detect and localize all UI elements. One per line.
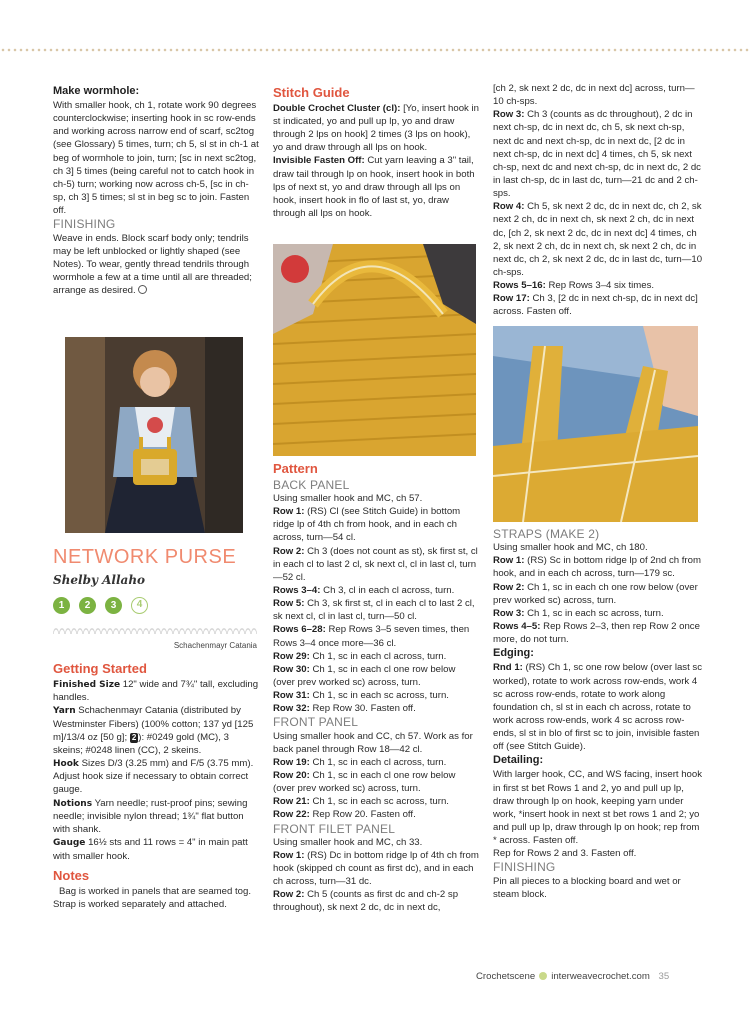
edging-round-text: (RS) Ch 1, sc one row below (over last sc worked), rotate to work across row-ends, work 4 sc across row-ends, rotate to work along foundation ch, sl st in each ch across, rotate to work across row-ends, work 4 sc across row-ends, sl st in blo of first sc to join, invisible fasten off (see Stitch Guide). (493, 662, 703, 753)
designer-name: Shelby Allaho (53, 573, 146, 587)
back-row: Rows 3–4: Ch 3, cl in each cl across, turn. (273, 584, 455, 596)
notes-heading: Notes (53, 867, 90, 883)
footer-dot-icon (539, 972, 547, 980)
notes-text: Bag is worked in panels that are seamed tog. Strap is worked separately and attached. (53, 885, 251, 910)
front-panel-intro: Using smaller hook and CC, ch 57. Work as for back panel through Row 18—42 cl. (273, 730, 473, 755)
filet-row: Row 17: Ch 3, [2 dc in next ch-sp, dc in next dc] across. Fasten off. (493, 293, 698, 318)
pattern-section (273, 460, 479, 915)
dc-cluster-text: [Yo, insert hook in st indicated, yo and pull up lp, yo and draw through 2 lps on hook] 2 times (3 lps on hook), yo and draw through all lps on hook. (273, 102, 479, 154)
column-1 (53, 84, 261, 297)
back-row: Row 1: (RS) Cl (see Stitch Guide) in bottom ridge lp of 4th ch from hook, and in each ch across, turn—54 cl. (273, 506, 461, 544)
yarn-weight-icon: 2 (131, 732, 137, 742)
finished-size-text: 12" wide and 7¾" tall, excluding handles. (53, 678, 259, 704)
yarn-credit: Schachenmayr Catania (173, 641, 257, 650)
end-mark-icon (138, 285, 147, 294)
invisible-fasten-definition (273, 154, 479, 220)
hook-label: Hook (53, 759, 79, 770)
invisible-fasten-text: Cut yarn leaving a 3" tail, draw tail through lp on hook, insert hook in both lps of next st, yo and draw through all lps on hook, insert hook in flo of last st, yo, draw through all lps on hook. (273, 155, 475, 219)
strap-closeup-illustration (493, 326, 698, 522)
magazine-name: Crochetscene (476, 971, 536, 982)
back-row: Row 2: Ch 3 (does not count as st), sk first st, cl in each cl to last 2 cl, sk next cl, cl in last cl, turn—52 cl. (273, 545, 478, 583)
pattern-heading: Pattern (273, 461, 318, 476)
skill-level-1-icon: 1 (53, 597, 70, 614)
hook-item (53, 757, 261, 797)
filet-continued-text: [ch 2, sk next 2 dc, dc in next dc] across, turn—10 ch-sps. (493, 83, 695, 108)
finishing-heading: FINISHING (53, 217, 116, 232)
top-dotted-border (0, 48, 750, 52)
back-row: Row 31: Ch 1, sc in each sc across, turn. (273, 690, 449, 702)
finished-size-label: Finished Size (53, 679, 121, 690)
website-url: interweavecrochet.com (551, 971, 650, 982)
skill-level-4-icon: 4 (131, 597, 148, 614)
finishing-text: Weave in ends. Block scarf body only; tendrils may be left unblocked or lightly shaped (see Notes). To wear, gently thread tendrils through wormhole a few at a time until all are threaded; arrange as desired. (53, 232, 252, 297)
stitch-guide-heading: Stitch Guide (273, 85, 350, 100)
pattern-title: NETWORK PURSE (53, 546, 237, 568)
strap-row: Row 1: (RS) Sc in bottom ridge lp of 2nd ch from hook, and in each ch across, turn—179 sc. (493, 555, 701, 580)
yarn-label: Yarn (53, 706, 76, 717)
purse-closeup-illustration (273, 244, 476, 456)
edging-round-label: Rnd 1: (493, 662, 523, 674)
page-footer (476, 970, 726, 983)
notions-text: Yarn needle; rust-proof pins; sewing needle; invisible nylon thread; 1¾" flat button with shank. (53, 797, 248, 836)
model-photo-illustration (65, 337, 243, 533)
notions-item (53, 797, 261, 837)
gauge-item (53, 836, 261, 862)
straps-heading: STRAPS (MAKE 2) (493, 527, 600, 541)
back-row: Rows 6–28: Rep Rows 3–5 seven times, then Rows 3–4 once more—36 cl. (273, 624, 470, 649)
back-row: Row 32: Rep Row 30. Fasten off. (273, 703, 416, 715)
filet-row: Rows 5–16: Rep Rows 3–4 six times. (493, 280, 655, 292)
column-2 (273, 84, 479, 220)
detailing-heading: Detailing: (493, 754, 544, 767)
straps-intro: Using smaller hook and MC, ch 180. (493, 542, 648, 554)
strap-row: Row 3: Ch 1, sc in each sc across, turn. (493, 607, 664, 619)
page-number: 35 (658, 971, 670, 982)
edging-round (493, 661, 703, 753)
make-wormhole-heading: Make wormhole: (53, 85, 140, 97)
front-row: Row 21: Ch 1, sc in each sc across, turn. (273, 796, 449, 808)
model-photo (65, 337, 243, 533)
finishing-paragraph (53, 232, 261, 298)
make-wormhole-text: With smaller hook, ch 1, rotate work 90 degrees counterclockwise; inserting hook in sc row-ends and working across narrow end of scarf, sc2tog (see Glossary) 5 times, turn; ch 5, sl st in ch-1 at beg of wormhole to join, turn; [sc in next sc2tog, ch 3] 5 times (being careful not to catch hook in ch-5) turn; working now across ch-5, [sc in ch-sp, ch 3] 5 times; sl st in beg sc to join. Fasten off. (53, 100, 259, 217)
finishing-text-2: Pin all pieces to a blocking board and wet or steam block. (493, 875, 681, 900)
hook-text: Sizes D/3 (3.25 mm) and F/5 (3.75 mm). Adjust hook size if necessary to obtain correct gauge. (53, 758, 254, 796)
detailing-repeat: Rep for Rows 2 and 3. Fasten off. (493, 848, 637, 860)
front-row: Row 20: Ch 1, sc in each cl one row below (over prev worked sc) across, turn. (273, 769, 456, 795)
gauge-label: Gauge (53, 838, 86, 849)
skill-level-3-icon: 3 (105, 597, 122, 614)
back-panel-heading: BACK PANEL (273, 477, 350, 492)
back-row: Row 30: Ch 1, sc in each cl one row below (over prev worked sc) across, turn. (273, 663, 456, 688)
dc-cluster-label: Double Crochet Cluster (cl): (273, 102, 401, 114)
front-row: Row 19: Ch 1, sc in each cl across, turn. (273, 756, 447, 768)
straps-section (493, 528, 703, 901)
strap-row: Rows 4–5: Rep Rows 2–3, then rep Row 2 once more, do not turn. (493, 621, 700, 646)
notions-label: Notions (53, 798, 93, 809)
front-panel-heading: FRONT PANEL (273, 715, 359, 730)
finished-size-item (53, 678, 261, 704)
finishing-heading-2: FINISHING (493, 860, 556, 875)
filet-row: Row 1: (RS) Dc in bottom ridge lp of 4th ch from hook (skipped ch count as first dc), and in each ch across, turn—31 dc. (273, 849, 479, 888)
strap-row: Row 2: Ch 1, sc in each ch one row below (over prev worked sc) across, turn. (493, 581, 698, 606)
getting-started-section (53, 660, 261, 911)
front-row: Row 22: Rep Row 20. Fasten off. (273, 809, 416, 821)
strap-closeup-photo (493, 326, 698, 522)
back-row: Row 5: Ch 3, sk first st, cl in each cl to last 2 cl, sk next cl, cl in last cl, turn—50 cl. (273, 598, 475, 623)
front-panel-rows (273, 756, 479, 822)
filet-row: Row 4: Ch 5, sk next 2 dc, dc in next dc, ch 2, sk next 2 ch, dc in next ch, sk next 2 ch, dc in next dc, [ch 2, sk next 2 dc, dc in next dc] 4 times, ch 2, sk next 2 ch, dc in next ch, sk next 2 ch, dc in next dc, ch 2, sk next 2 dc, dc in last dc, turn—10 ch-sps. (493, 201, 703, 278)
gauge-text: 16½ sts and 11 rows = 4" in main patt with smaller hook. (53, 837, 248, 862)
detailing-text: With larger hook, CC, and WS facing, insert hook in first st bet Rows 1 and 2, yo and pull up lp, draw through lp on hook, keeping yarn under work, *insert hook in next st bet rows 1 and 2; yo and pull up lp, draw through lp on hook; rep from * across. Fasten off. (493, 769, 703, 847)
wavy-divider (53, 628, 257, 634)
filet-row: Row 3: Ch 3 (counts as dc throughout), 2 dc in next ch-sp, dc in next dc, ch 5, sk next ch-sp, next dc and next ch-sp, dc in next dc, [2 dc in next ch-sp, dc in next dc] 4 times, ch 5, sk next ch-sp, next dc and next ch-sp, dc in next dc, 2 dc in last ch-sp, dc in last dc, turn—21 dc and 2 ch-sps. (493, 109, 701, 200)
yarn-item (53, 704, 261, 757)
yarn-colors-text: ): #0249 gold (MC), 3 skeins; #0248 linen (CC), 2 skeins. (53, 731, 229, 756)
front-filet-heading: FRONT FILET PANEL (273, 821, 396, 836)
edging-heading: Edging: (493, 647, 534, 660)
yarn-text: Schachenmayr Catania (distributed by Westminster Fibers) (100% cotton; 137 yd [125 m]/13/4 oz [50 g]; (53, 705, 254, 743)
front-filet-intro: Using smaller hook and MC, ch 33. (273, 836, 423, 848)
skill-level-2-icon: 2 (79, 597, 96, 614)
invisible-fasten-label: Invisible Fasten Off: (273, 155, 365, 167)
filet-row: Row 2: Ch 5 (counts as first dc and ch-2 sp throughout), sk next 2 dc, dc in next dc, (273, 889, 459, 914)
back-row: Row 29: Ch 1, sc in each cl across, turn. (273, 650, 447, 662)
dc-cluster-definition (273, 102, 479, 155)
column-3 (493, 82, 703, 319)
purse-closeup-photo (273, 244, 476, 456)
back-panel-rows (273, 505, 479, 715)
getting-started-heading: Getting Started (53, 661, 147, 676)
back-panel-intro: Using smaller hook and MC, ch 57. (273, 492, 423, 504)
